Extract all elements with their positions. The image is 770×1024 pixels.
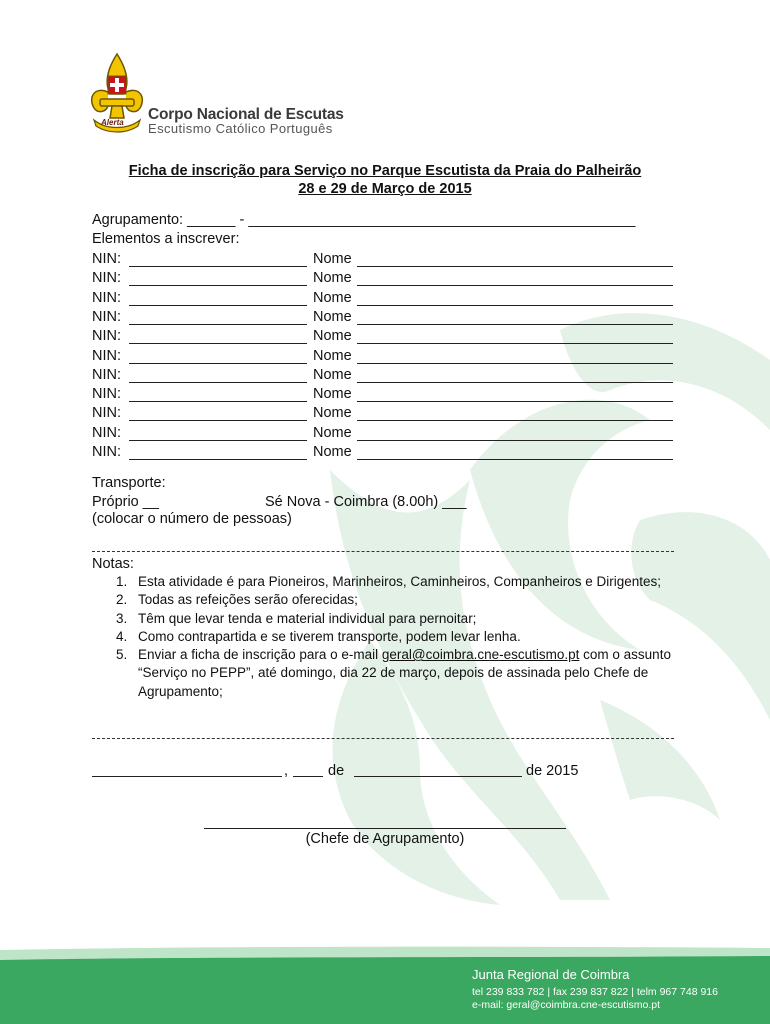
inscription-row [92,425,682,443]
footer-title: Junta Regional de Coimbra [472,967,630,982]
form-dates: 28 e 29 de Março de 2015 [298,181,472,197]
nome-label: Nome [313,366,352,383]
note-item: 3. Têm que levar tenda e material individual para pernoitar; [116,610,477,626]
nome-label: Nome [313,386,352,403]
nin-field[interactable] [129,324,307,325]
nome-label: Nome [313,308,352,325]
nin-label: NIN: [92,270,121,287]
nome-field[interactable] [357,285,673,286]
signature-field[interactable] [204,828,566,829]
nome-label: Nome [313,347,352,364]
nin-label: NIN: [92,308,121,325]
org-name: Corpo Nacional de Escutas [148,106,344,123]
nin-label: NIN: [92,444,121,460]
nin-field[interactable] [129,420,307,421]
transport-se-nova[interactable]: Sé Nova - Coimbra (8.00h) ___ [265,494,467,510]
inscription-row [92,367,682,385]
note-item: 5. Enviar a ficha de inscrição para o e-mail geral@coimbra.cne-escutismo.pt com o assunto “Serviço no PEPP”, até domingo, dia 22 de março, depois de assinada pelo Chefe de Agrupamento; [116,647,671,699]
note-item: 4. Como contrapartida e se tiverem transporte, podem levar lenha. [116,628,521,644]
inscription-row [92,290,682,308]
month-field[interactable] [354,776,522,777]
place-field[interactable] [92,776,282,777]
nin-field[interactable] [129,459,307,460]
inscription-row [92,386,682,404]
nin-label: NIN: [92,424,121,441]
nome-label: Nome [313,328,352,345]
divider [92,738,674,739]
nin-field[interactable] [129,363,307,364]
notes-list [92,573,672,701]
date-de: de [328,763,345,779]
nome-label: Nome [313,289,352,306]
nome-field[interactable] [357,324,673,325]
nin-field[interactable] [129,266,307,267]
agrupamento-field[interactable]: Agrupamento: ______ - ________________________________________________ [92,212,636,228]
inscription-row [92,251,682,269]
footer-phones: tel 239 833 782 | fax 239 837 822 | telm 967 748 916 [472,986,718,998]
nin-field[interactable] [129,382,307,383]
notes-heading: Notas: [92,556,134,572]
nin-label: NIN: [92,366,121,383]
date-comma: , [284,763,289,779]
nome-field[interactable] [357,401,673,402]
nome-field[interactable] [357,459,673,460]
nome-label: Nome [313,405,352,422]
note-item: 2. Todas as refeições serão oferecidas; [116,592,358,608]
nome-field[interactable] [357,420,673,421]
date-year: de 2015 [526,763,579,779]
nin-field[interactable] [129,285,307,286]
logo-motto: Alerta [101,118,124,127]
signature-label: (Chefe de Agrupamento) [305,831,465,847]
inscription-row [92,328,682,346]
note-item: 1. Esta atividade é para Pioneiros, Marinheiros, Caminheiros, Companheiros e Dirigentes; [116,574,662,589]
nin-label: NIN: [92,405,121,422]
nin-label: NIN: [92,328,121,345]
nome-field[interactable] [357,440,673,441]
nin-field[interactable] [129,401,307,402]
nin-label: NIN: [92,251,121,267]
nome-field[interactable] [357,382,673,383]
transport-note: (colocar o número de pessoas) [92,511,292,527]
nin-field[interactable] [129,343,307,344]
nome-field[interactable] [357,343,673,344]
nome-label: Nome [313,424,352,441]
nin-field[interactable] [129,440,307,441]
nome-label: Nome [313,444,352,460]
nin-label: NIN: [92,347,121,364]
form-title: Ficha de inscrição para Serviço no Parque Escutista da Praia do Palheirão [128,163,642,179]
nome-label: Nome [313,270,352,287]
divider [92,551,674,552]
inscription-row [92,405,682,423]
nome-field[interactable] [357,266,673,267]
elementos-label: Elementos a inscrever: [92,231,240,247]
transport-heading: Transporte: [92,475,166,491]
nome-field[interactable] [357,363,673,364]
inscription-row [92,270,682,288]
nin-field[interactable] [129,305,307,306]
inscription-row [92,309,682,327]
nome-field[interactable] [357,305,673,306]
email-link[interactable]: geral@coimbra.cne-escutismo.pt [381,647,580,663]
inscription-row [92,444,682,462]
org-subtitle: Escutismo Católico Português [148,121,333,136]
nin-label: NIN: [92,289,121,306]
day-field[interactable] [293,776,323,777]
transport-proprio[interactable]: Próprio __ [92,494,159,510]
footer-email: e-mail: geral@coimbra.cne-escutismo.pt [472,999,661,1011]
nome-label: Nome [313,251,352,267]
inscription-row [92,348,682,366]
nin-label: NIN: [92,386,121,403]
